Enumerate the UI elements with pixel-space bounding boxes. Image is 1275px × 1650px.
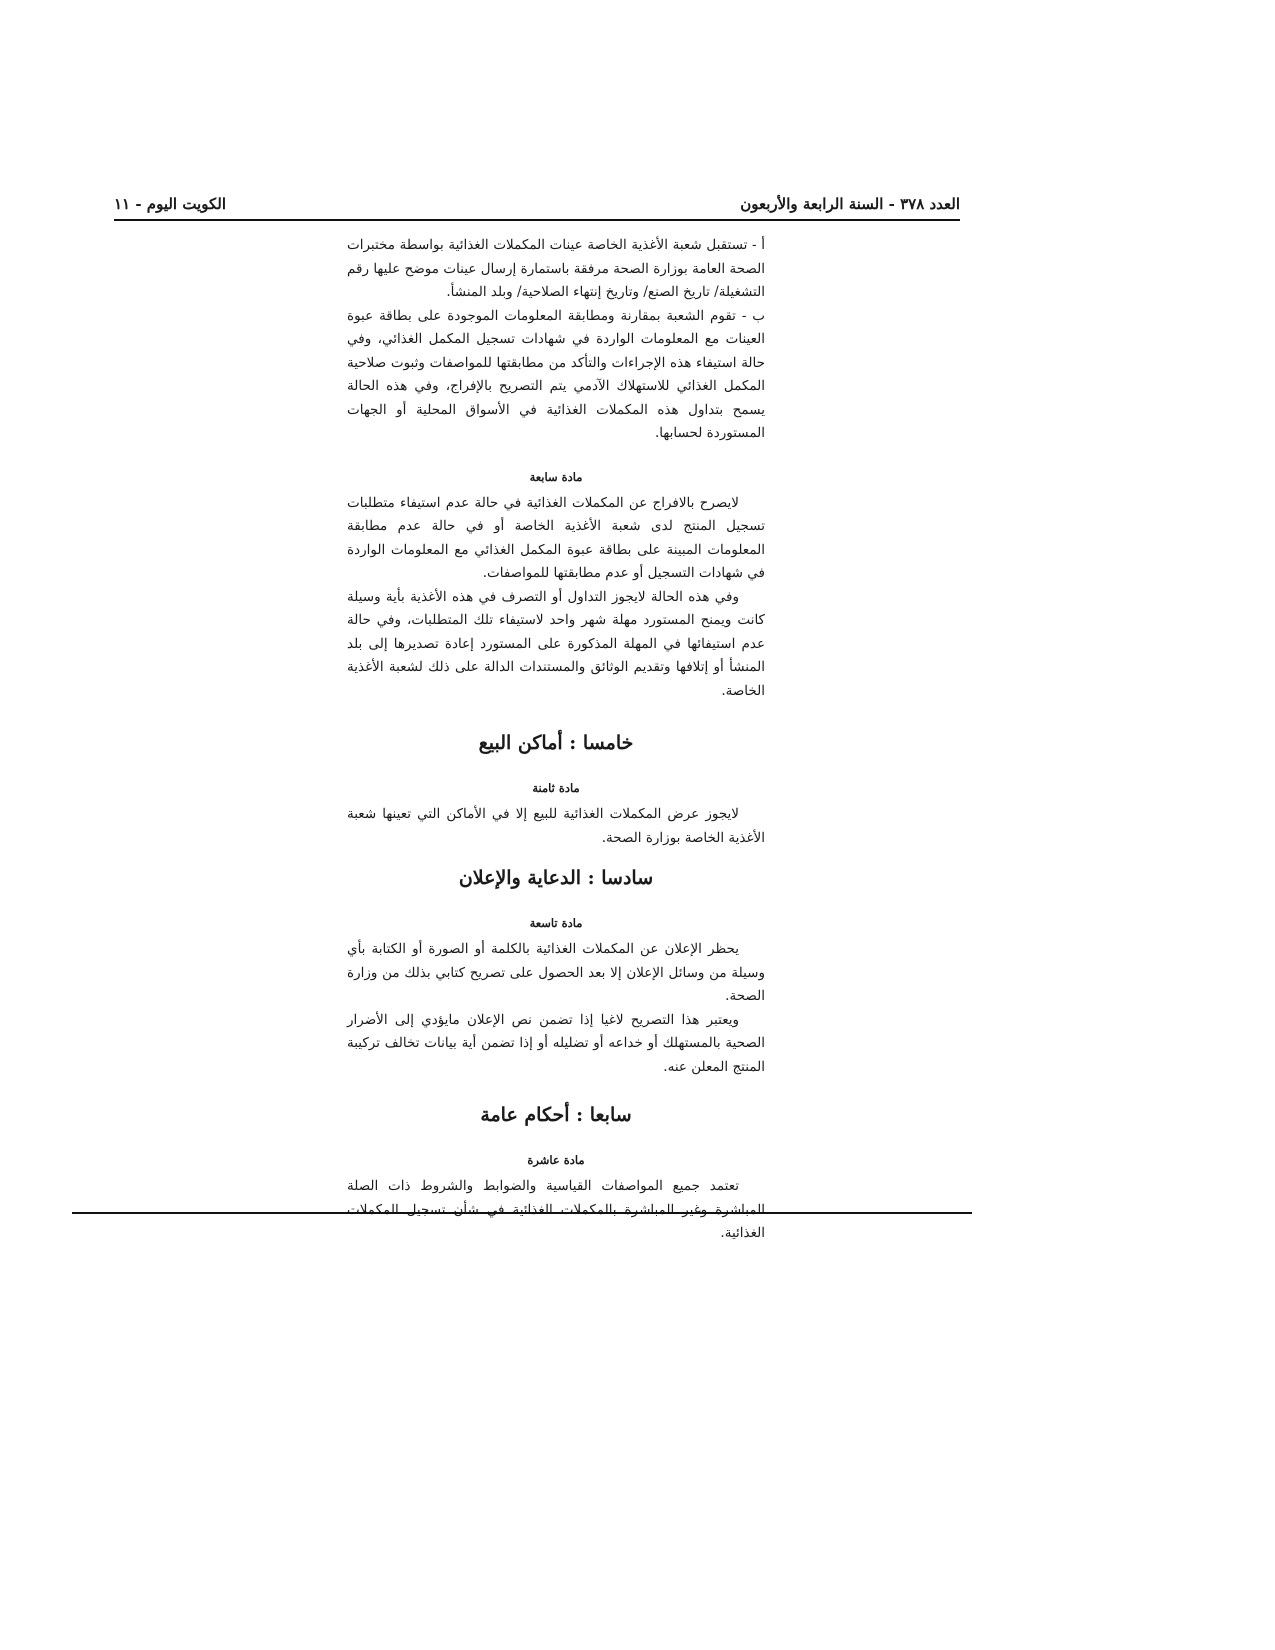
page-header xyxy=(114,195,960,217)
article-7-title: مادة سابعة xyxy=(529,469,583,484)
article-9-paragraph-1: يحظر الإعلان عن المكملات الغذائية بالكلمة أو الصورة أو الكتابة بأي وسيلة من وسائل الإعلان إلا بعد الحصول على تصريح كتابي بذلك من وزارة الصحة. xyxy=(347,941,765,1004)
article-7-paragraph-2: وفي هذه الحالة لايجوز التداول أو التصرف في هذه الأغذية بأية وسيلة كانت ويمنح المستورد مهلة شهر واحد لاستيفاء تلك المتطلبات، وفي حالة عدم استيفائها في المهلة المذكورة على المستورد إعادة تصديرها إلى بلد المنشأ أو إتلافها وتقديم الوثائق والمستندات الدالة على ذلك لشعبة الأغذية الخاصة. xyxy=(347,588,765,699)
article-8-title: مادة ثامنة xyxy=(532,781,580,795)
article-10-paragraph-1: تعتمد جميع المواصفات القياسية والضوابط والشروط ذات الصلة المباشرة وغير المباشرة بالمكملات الغذائية في شأن تسجيل المكملات الغذائية. xyxy=(347,1178,765,1241)
section-6-title: سادسا : الدعاية والإعلان xyxy=(458,867,654,889)
paragraph-b: ب - تقوم الشعبة بمقارنة ومطابقة المعلومات الموجودة على بطاقة عبوة العينات مع المعلومات الواردة في شهادات تسجيل المكمل الغذائي، وفي حالة استيفاء هذه الإجراءات والتأكد من مطابقتها للمواصفات وثبوت صلاحية المكمل الغذائي للاستهلاك الآدمي يتم التصريح بالإفراج، وفي هذه الحالة يسمح بتداول هذه المكملات الغذائية في الأسواق المحلية أو الجهات المستوردة لحسابها. xyxy=(347,307,765,441)
article-9-title: مادة تاسعة xyxy=(529,916,583,930)
article-8-paragraph-1: لايجوز عرض المكملات الغذائية للبيع إلا في الأماكن التي تعينها شعبة الأغذية الخاصة بوزارة الصحة. xyxy=(347,806,765,846)
section-7-title: سابعا : أحكام عامة xyxy=(480,1104,632,1126)
issue-line: العدد ٣٧٨ - السنة الرابعة والأربعون xyxy=(740,195,960,213)
paragraph-a: أ - تستقبل شعبة الأغذية الخاصة عينات المكملات الغذائية بواسطة مختبرات الصحة العامة بوزارة الصحة مرفقة باستمارة إرسال عينات موضح عليها رقم التشغيلة/ تاريخ الصنع/ وتاريخ إنتهاء الصلاحية/ وبلد المنشأ. xyxy=(347,237,765,300)
article-9-paragraph-2: ويعتبر هذا التصريح لاغيا إذا تضمن نص الإعلان مايؤدي إلى الأضرار الصحية بالمستهلك أو خداعه أو تضليله أو إذا تضمن أية بيانات تخالف تركيبة المنتج المعلن عنه. xyxy=(347,1011,765,1075)
article-7-paragraph-1: لايصرح بالافراج عن المكملات الغذائية في حالة عدم استيفاء متطلبات تسجيل المنتج لدى شعبة الأغذية الخاصة أو في حالة عدم مطابقة المعلومات المبينة على بطاقة عبوة المكمل الغذائي مع المعلومات الواردة في شهادات التسجيل أو عدم مطابقتها للمواصفات. xyxy=(347,494,765,581)
section-5-title: خامسا : أماكن البيع xyxy=(478,732,634,754)
article-column xyxy=(347,234,765,1246)
newspaper-name: الكويت اليوم - ١١ xyxy=(114,195,226,213)
header-rule xyxy=(114,219,960,221)
footer-rule xyxy=(72,1212,972,1214)
article-10-title: مادة عاشرة xyxy=(527,1153,585,1167)
